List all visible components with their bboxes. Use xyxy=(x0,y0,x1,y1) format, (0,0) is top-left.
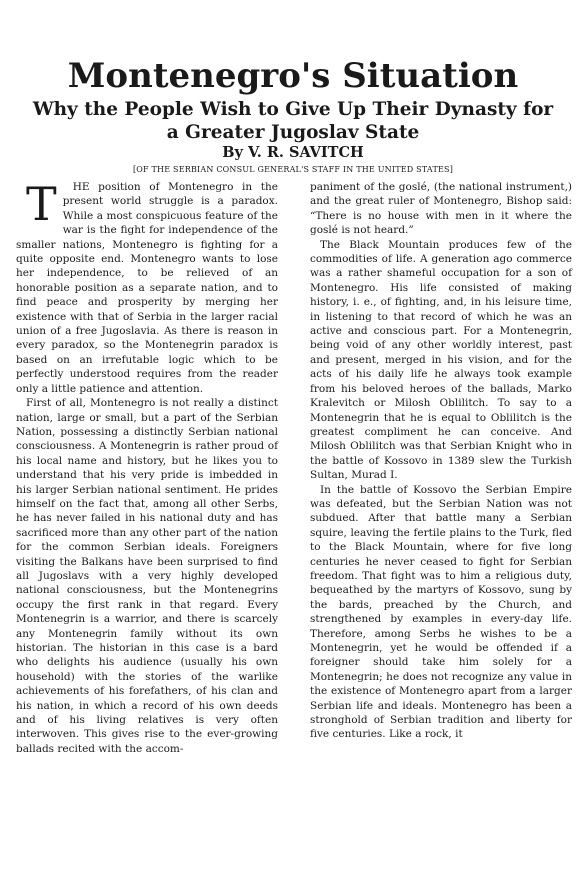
lead-paragraph xyxy=(16,177,278,396)
paragraph: First of all, Montenegro is not really a distinct nation, large or small, but a part of the Serbian Nation, possessing a distinctly Serbian national consciousness. A Montenegrin is rather proud of his local name and history, but he likes you to understand that his very pride is imbedded in his larger Serbian national sentiment. He prides himself on the fact that, among all other Serbs, he has never failed in his national duty and has sacrificed more than any other part of the nation for the common Serbian ideals. Foreigners visiting the Balkans have been surprised to find all Jugoslavs with a very highly developed national consciousness, but the Montenegrins occupy the first rank in that regard. Every Montenegrin is a warrior, and there is scarcely any Montenegrin family without its own historian. The historian in this case is a bard who delights his audience (usually his own household) with the stories of the warlike achievements of his forefathers, of his clan and his nation, in which a record of his own deeds and of his living relatives is very often interwoven. This gives rise to the ever-growing ballads recited with the accom- xyxy=(16,397,278,755)
paragraph: In the battle of Kossovo the Serbian Empire was defeated, but the Serbian Nation was not subdued. After that battle many a Serbian squire, leaving the fertile plains to the Turk, fled to the Black Mountain, where for five long centuries he never ceased to fight for Serbian freedom. That fight was to him a religious duty, bequeathed by the martyrs of Kossovo, sung by the bards, preached by the Church, and strengthened by examples in every-day life. Therefore, among Serbs he wishes to be a Montenegrin, yet he would be offended if a foreigner should take him solely for a Montenegrin; he does not recognize any value in the existence of Montenegro apart from a larger Serbian life and ideals. Montenegro has been a stronghold of Serbian tradition and liberty for five centuries. Like a rock, it xyxy=(310,483,572,741)
article-title: Montenegro's Situation xyxy=(67,56,519,96)
byline: By V. R. SAVITCH xyxy=(222,144,364,161)
article-column-right xyxy=(310,180,572,742)
lead-paragraph-text: HE position of Montenegro in the present world struggle is a paradox. While a most conspicuous feature of the war is the fight for independence of the smaller nations, Montenegro is fighting for a quite opposite end. Montenegro wants to lose her independence, to be relieved of an honorable position as a separate nation, and to find peace and prosperity by merging her existence with that of Serbia in the larger racial union of a free Jugoslavia. As there is reason in every paradox, so the Montenegrin paradox is based on an irrefutable logic which to be perfectly understood requires from the reader only a little patience and attention. xyxy=(16,181,278,395)
drop-cap: T xyxy=(26,177,57,231)
article-subtitle: Why the People Wish to Give Up Their Dynasty for a Greater Jugoslav State xyxy=(32,99,554,143)
author-credit: [OF THE SERBIAN CONSUL GENERAL'S STAFF IN THE UNITED STATES] xyxy=(132,165,454,174)
article-column-left xyxy=(16,177,278,756)
paragraph: paniment of the goslé, (the national instrument,) and the great ruler of Montenegro, Bishop said: “There is no house with men in it where the goslé is not heard.” xyxy=(310,181,572,237)
paragraph: The Black Mountain produces few of the commodities of life. A generation ago commerce was a rather shameful occupation for a son of Montenegro. His life consisted of making history, i. e., of fighting, and, in his leisure time, in listening to that record of which he was an active and conscious part. For a Montenegrin, being void of any other worldly interest, past and present, merged in his vision, and for the acts of his daily life he always took example from his beloved heroes of the ballads, Marko Kralevitch or Milosh Oblilitch. To say to a Montenegrin that he is equal to Oblilitch is the greatest compliment he can conceive. And Milosh Oblilitch was that Serbian Knight who in the battle of Kossovo in 1389 slew the Turkish Sultan, Murad I. xyxy=(310,238,572,482)
